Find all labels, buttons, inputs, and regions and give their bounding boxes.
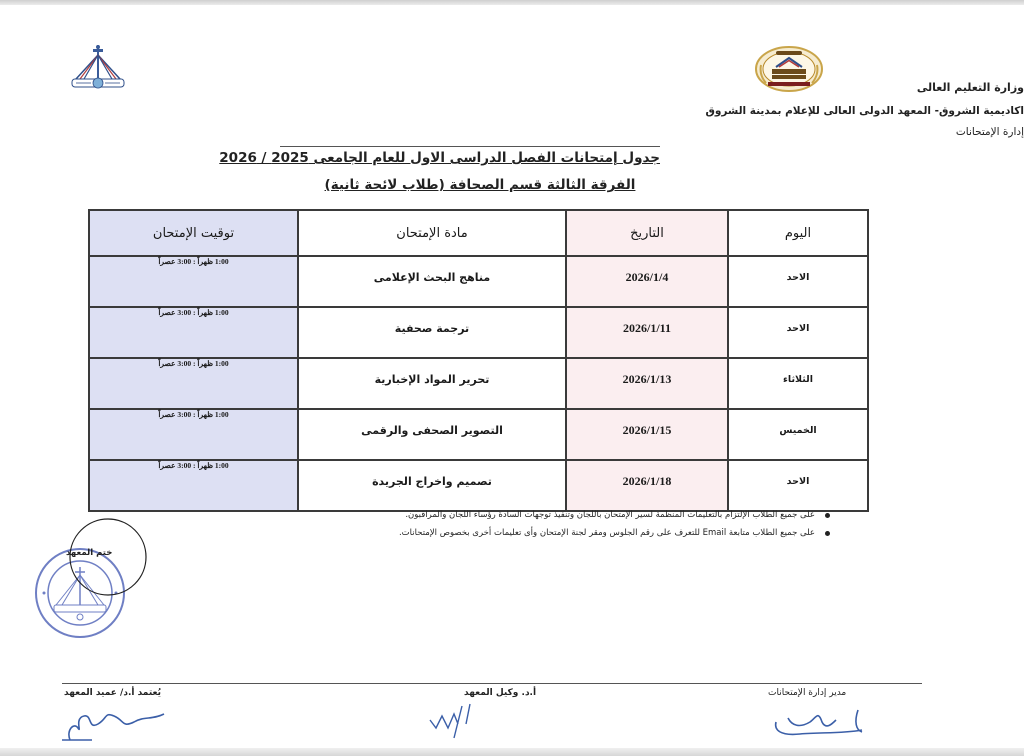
time-text: 1:00 ظهراً : 3:00 عصراً <box>158 308 229 317</box>
cell-day <box>728 460 868 511</box>
note-item <box>330 510 830 520</box>
schedule-title: جدول إمتحانات الفصل الدراسى الاول للعام الجامعى 2025 / 2026 <box>219 150 660 166</box>
day-text: الخميس <box>779 425 817 436</box>
note-text: على جميع الطلاب الإلتزام بالتعليمات المنظمة لسير الإمتحان باللجان وتنفيذ توجهات السادة رؤساء اللجان والمراقبون. <box>405 510 815 520</box>
day-text: الاحد <box>786 476 810 487</box>
note-text: على جميع الطلاب متابعة Email للتعرف على رقم الجلوس ومقر لجنة الإمتحان وأى تعليمات أخرى بخصوص الإمتحانات. <box>398 528 815 538</box>
bullet-icon <box>825 513 830 518</box>
vice-dean-signature <box>422 698 492 743</box>
cell-subject <box>298 358 566 409</box>
cell-time <box>89 307 298 358</box>
header-subject: مادة الإمتحان <box>298 210 566 256</box>
time-text: 1:00 ظهراً : 3:00 عصراً <box>158 461 229 470</box>
viewer-bottom-edge <box>0 748 1024 756</box>
table-row <box>89 256 868 307</box>
header-date: التاريخ <box>566 210 728 256</box>
cell-date <box>566 358 728 409</box>
institute-logo <box>68 43 128 93</box>
cell-date <box>566 307 728 358</box>
cell-subject <box>298 307 566 358</box>
document-page <box>0 5 1024 748</box>
cell-date <box>566 460 728 511</box>
dean-signature-label: يُعتمد أ.د/ عميد المعهد <box>64 688 161 698</box>
cell-subject <box>298 409 566 460</box>
cell-time <box>89 358 298 409</box>
time-text: 1:00 ظهراً : 3:00 عصراً <box>158 410 229 419</box>
subject-text: مناهج البحث الإعلامى <box>373 271 491 284</box>
header-time: توقيت الإمتحان <box>89 210 298 256</box>
date-text: 2026/1/18 <box>622 474 672 488</box>
date-text: 2026/1/13 <box>622 372 672 386</box>
cell-subject <box>298 256 566 307</box>
cell-time <box>89 409 298 460</box>
signature-divider <box>62 683 922 684</box>
day-text: الاحد <box>786 323 810 334</box>
subject-text: تحرير المواد الإخبارية <box>374 373 490 386</box>
subject-text: التصوير الصحفى والرقمى <box>361 424 503 437</box>
ministry-name: وزارة التعليم العالى <box>916 81 1024 94</box>
exams-manager-signature-label: مدير إدارة الإمتحانات <box>768 688 847 698</box>
table-row <box>89 409 868 460</box>
schedule-subtitle: الفرقة الثالثة قسم الصحافة (طلاب لائحة ثانية) <box>324 177 636 193</box>
shorouk-academy-logo <box>754 45 824 93</box>
cell-day <box>728 256 868 307</box>
header-day: اليوم <box>728 210 868 256</box>
time-text: 1:00 ظهراً : 3:00 عصراً <box>158 257 229 266</box>
stamp-label: ختم المعهد <box>66 548 113 558</box>
academy-name: اكاديمية الشروق- المعهد الدولى العالى للإعلام بمدينة الشروق <box>705 105 1024 117</box>
exam-schedule-table <box>88 209 869 512</box>
cell-time <box>89 256 298 307</box>
dean-signature <box>52 700 172 745</box>
time-text: 1:00 ظهراً : 3:00 عصراً <box>158 359 229 368</box>
table-row <box>89 358 868 409</box>
exams-manager-signature <box>776 710 862 734</box>
table-header-row <box>89 210 868 256</box>
bullet-icon <box>825 531 830 536</box>
subject-text: تصميم واخراج الجريدة <box>372 475 492 488</box>
date-text: 2026/1/11 <box>622 321 671 335</box>
table-row <box>89 307 868 358</box>
institute-stamp <box>32 515 162 650</box>
cell-day <box>728 409 868 460</box>
date-text: 2026/1/15 <box>622 423 672 437</box>
notes-list <box>330 510 830 546</box>
cell-day <box>728 358 868 409</box>
header-divider <box>280 146 660 147</box>
subject-text: ترجمة صحفية <box>394 322 470 335</box>
table-row <box>89 460 868 511</box>
cell-day <box>728 307 868 358</box>
cell-date <box>566 409 728 460</box>
department-name: إدارة الإمتحانات <box>955 126 1024 138</box>
day-text: الثلاثاء <box>783 374 813 385</box>
date-text: 2026/1/4 <box>625 270 669 284</box>
day-text: الاحد <box>786 272 810 283</box>
note-item <box>330 528 830 538</box>
cell-time <box>89 460 298 511</box>
cell-date <box>566 256 728 307</box>
vice-dean-signature-label: أ.د. وكيل المعهد <box>464 688 537 698</box>
cell-subject <box>298 460 566 511</box>
